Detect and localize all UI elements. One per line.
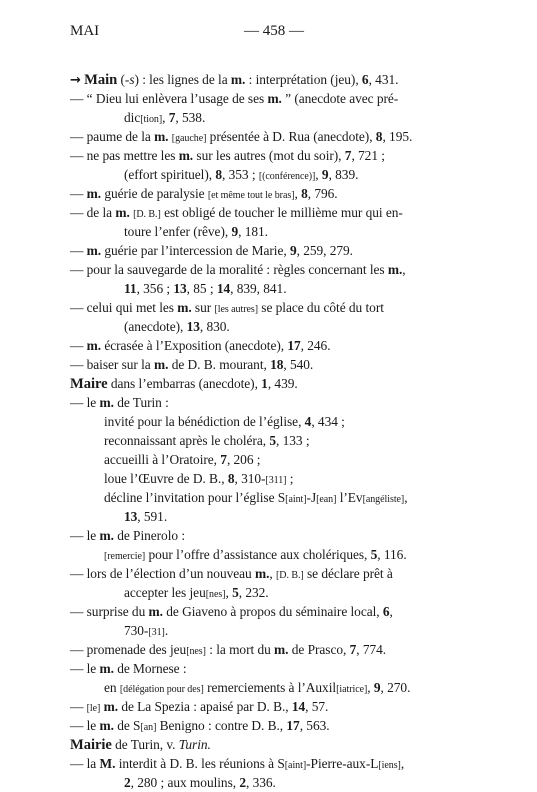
index-line: — celui qui met les m. sur [les autres] se place du côté du tort [70,300,384,315]
index-line: Mairie de Turin, v. Turin. [70,737,211,753]
index-line: — le m. de Mornese : [70,661,187,676]
index-line: accueilli à l’Oratoire, 7, 206 ; [104,452,261,467]
index-line: décline l’invitation pour l’église S[aint]-J[ean] l’Ev[angéliste], [104,490,408,505]
index-line: — le m. de Turin : [70,395,169,410]
index-line: 11, 356 ; 13, 85 ; 14, 839, 841. [124,281,287,296]
index-line: — la M. interdit à D. B. les réunions à S[aint]-Pierre-aux-L[iens], [70,756,405,771]
index-line: — m. guérie par l’intercession de Marie, 9, 259, 279. [70,243,353,258]
arrow-icon: → [70,73,81,88]
index-line: reconnaissant après le choléra, 5, 133 ; [104,433,310,448]
index-line: — le m. de Pinerolo : [70,528,185,543]
index-line: — le m. de S[an] Benigno : contre D. B., 17, 563. [70,718,330,733]
index-line: toure l’enfer (rêve), 9, 181. [124,224,268,239]
index-line: — m. guérie de paralysie [et même tout le bras], 8, 796. [70,186,338,201]
index-line: — baiser sur la m. de D. B. mourant, 18, 540. [70,357,314,372]
index-line: accepter les jeu[nes], 5, 232. [124,585,269,600]
index-line: dic[tion], 7, 538. [124,110,206,125]
index-entries [70,70,477,792]
index-line: — ne pas mettre les m. sur les autres (mot du soir), 7, 721 ; [70,148,385,163]
index-line: — de la m. [D. B.] est obligé de toucher le millième mur qui en- [70,205,403,220]
index-line: en [délégation pour des] remerciements à l’Auxil[iatrice], 9, 270. [104,680,411,695]
index-line: invité pour la bénédiction de l’église, 4, 434 ; [104,414,345,429]
index-line: loue l’Œuvre de D. B., 8, 310-[311] ; [104,471,294,486]
index-line: — pour la sauvegarde de la moralité : règles concernant les m., [70,262,406,277]
index-line: 730-[31]. [124,623,169,638]
index-line: — “ Dieu lui enlèvera l’usage de ses m. ” (anecdote avec pré- [70,91,399,106]
index-line: (effort spirituel), 8, 353 ; [(conférence)], 9, 839. [124,167,359,182]
index-line: — [le] m. de La Spezia : apaisé par D. B., 14, 57. [70,699,329,714]
index-line: — lors de l’élection d’un nouveau m., [D. B.] se déclare prêt à [70,566,393,581]
index-line: Maire dans l’embarras (anecdote), 1, 439. [70,376,298,392]
index-line: — promenade des jeu[nes] : la mort du m. de Prasco, 7, 774. [70,642,387,657]
index-line: 2, 280 ; aux moulins, 2, 336. [124,775,276,790]
running-header [70,22,477,44]
running-head-title: MAI [70,23,100,39]
index-line: [remercie] pour l’offre d’assistance aux cholériques, 5, 116. [104,547,407,562]
index-line: (anecdote), 13, 830. [124,319,230,334]
index-line: — paume de la m. [gauche] présentée à D. Rua (anecdote), 8, 195. [70,129,413,144]
index-line: — surprise du m. de Giaveno à propos du séminaire local, 6, [70,604,393,619]
index-line: 13, 591. [124,509,168,524]
index-line: → Main (-s) : les lignes de la m. : interprétation (jeu), 6, 431. [70,72,399,88]
index-line: — m. écrasée à l’Exposition (anecdote), 17, 246. [70,338,331,353]
page-number: — 458 — [244,23,304,39]
